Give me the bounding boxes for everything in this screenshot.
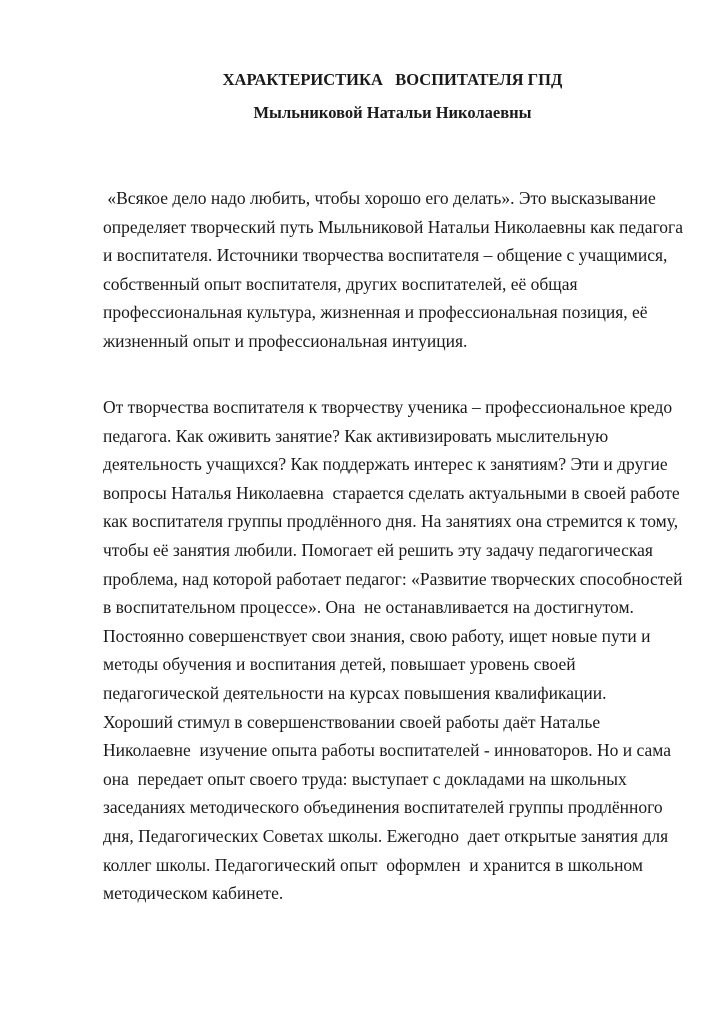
text-line: заседаниях методического объединения воспитателей группы продлённого	[103, 797, 663, 818]
document-title: ХАРАКТЕРИСТИКА ВОСПИТАТЕЛЯ ГПД	[222, 70, 563, 89]
text-line: педагога. Как оживить занятие? Как активизировать мыслительную	[103, 425, 609, 446]
paragraph-1	[103, 184, 683, 356]
text-line: деятельность учащихся? Как поддержать интерес к занятиям? Эти и другие	[103, 454, 668, 475]
text-line: педагогической деятельности на курсах повышения квалификации.	[103, 682, 607, 703]
text-line: жизненный опыт и профессиональная интуиция.	[103, 330, 468, 351]
text-line: вопросы Наталья Николаевна старается сделать актуальными в своей работе	[103, 482, 680, 503]
text-line: проблема, над которой работает педагог: «Развитие творческих способностей	[103, 568, 683, 589]
text-line: как воспитателя группы продлённого дня. На занятиях она стремится к тому,	[103, 511, 679, 532]
text-line: она передает опыт своего труда: выступает с докладами на школьных	[103, 768, 627, 789]
text-line: От творчества воспитателя к творчеству ученика – профессиональное кредо	[103, 397, 673, 417]
text-line: определяет творческий путь Мыльниковой Натальи Николаевны как педагога	[103, 216, 684, 237]
text-line: чтобы её занятия любили. Помогает ей решить эту задачу педагогическая	[103, 539, 653, 560]
text-line: и воспитателя. Источники творчества воспитателя – общение с учащимися,	[103, 245, 668, 266]
text-line: Постоянно совершенствует свои знания, свою работу, ищет новые пути и	[103, 625, 651, 646]
text-line: в воспитательном процессе». Она не останавливается на достигнутом.	[103, 597, 634, 618]
text-line: «Всякое дело надо любить, чтобы хорошо его делать». Это высказывание	[103, 188, 656, 208]
text-line: собственный опыт воспитателя, других воспитателей, её общая	[103, 273, 578, 294]
text-line: методическом кабинете.	[103, 883, 284, 904]
paragraph-2	[103, 393, 683, 908]
document-subtitle: Мыльниковой Натальи Николаевны	[253, 103, 532, 122]
text-line: дня, Педагогических Советах школы. Ежегодно дает открытые занятия для	[103, 825, 669, 846]
text-line: Николаевне изучение опыта работы воспитателей - инноваторов. Но и сама	[103, 740, 671, 761]
text-line: методы обучения и воспитания детей, повышает уровень своей	[103, 654, 576, 675]
text-line: профессиональная культура, жизненная и профессиональная позиция, её	[103, 302, 648, 323]
text-line: коллег школы. Педагогический опыт оформлен и хранится в школьном	[103, 854, 643, 875]
text-line: Хороший стимул в совершенствовании своей работы даёт Наталье	[103, 711, 601, 732]
